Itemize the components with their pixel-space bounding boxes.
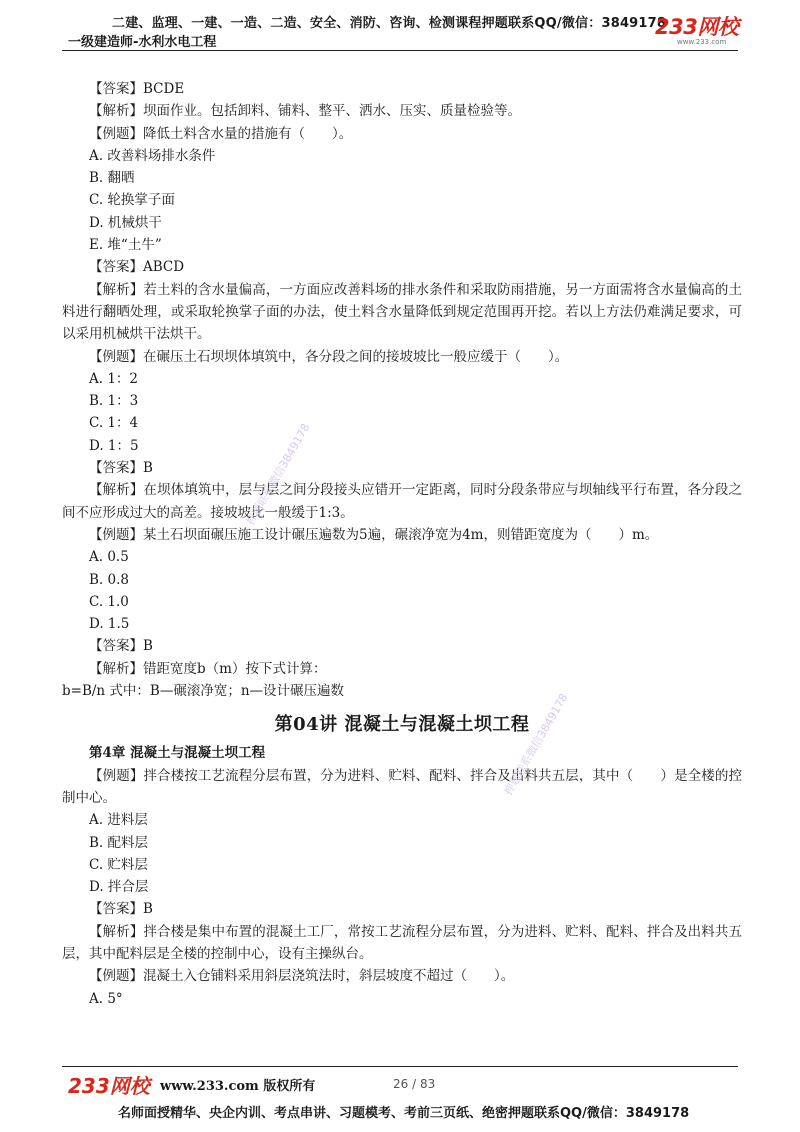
analysis-paragraph: 【解析】在坝体填筑中，层与层之间分段接头应错开一定距离，同时分段条带应与坝轴线平行布置，各分段之间不应形成过大的高差。接坡坡比一般缓于1:3。: [62, 482, 742, 521]
document-body: [62, 78, 742, 1010]
answer-line: 【答案】B: [89, 901, 153, 918]
question-line: 【例题】在碾压土石坝坝体填筑中，各分段之间的接坡坡比一般应缓于（ ）。: [89, 348, 569, 365]
option-line: C. 轮换掌子面: [89, 192, 175, 209]
chapter-title: 第4章 混凝土与混凝土坝工程: [89, 745, 266, 762]
brand-logo: [655, 16, 739, 48]
option-line: B. 1：3: [89, 393, 139, 410]
answer-line: 【答案】B: [89, 638, 153, 655]
header-contact-line: 二建、监理、一建、一造、二造、安全、消防、咨询、检测课程押题联系QQ/微信：3849178: [112, 16, 667, 31]
analysis-paragraph: 【解析】拌合楼是集中布置的混凝土工厂，常按工艺流程分层布置，分为进料、贮料、配料、拌合及出料共五层，其中配料层是全楼的控制中心，设有主操纵台。: [62, 923, 742, 962]
logo-url: www.233.com: [677, 38, 727, 46]
option-line: C. 贮料层: [89, 856, 148, 873]
page-number: 26 / 83: [393, 1077, 436, 1091]
answer-line: 【答案】ABCD: [89, 259, 185, 276]
analysis-line: 【解析】错距宽度b（m）按下式计算：: [89, 660, 327, 677]
option-line: C. 1：4: [89, 415, 139, 432]
option-line: A. 改善料场排水条件: [89, 147, 216, 164]
option-line: B. 配料层: [89, 834, 149, 851]
option-line: A. 5°: [89, 990, 123, 1007]
option-line: D. 机械烘干: [89, 214, 162, 231]
logo-text: 233网校: [655, 15, 739, 39]
footer-divider: [62, 1066, 738, 1067]
question-paragraph: 【例题】拌合楼按工艺流程分层布置，分为进料、贮料、配料、拌合及出料共五层，其中（ ）是全楼的控制中心。: [62, 767, 742, 806]
footer-contact-line: 名师面授精华、央企内训、考点串讲、习题模考、考前三页纸、绝密押题联系QQ/微信：3849178: [118, 1106, 690, 1121]
footer-copyright: www.233.com 版权所有: [160, 1079, 316, 1094]
page-header: [0, 0, 800, 56]
option-line: A. 进料层: [89, 812, 148, 829]
option-line: E. 堆“土牛”: [89, 237, 162, 254]
analysis-paragraph: 【解析】若土料的含水量偏高，一方面应改善料场的排水条件和采取防雨措施，另一方面需将含水量偏高的土料进行翻晒处理，或采取轮换掌子面的办法，使土料含水量降低到规定范围再开挖。若以上方法仍难满足要求，可以采用机械烘干法烘干。: [62, 281, 742, 343]
option-line: B. 翻晒: [89, 170, 135, 187]
answer-line: 【答案】B: [89, 460, 153, 477]
watermark-text: 押题联系微信3849178: [501, 691, 571, 798]
footer-logo: 233网校: [68, 1074, 150, 1098]
answer-line: 【答案】BCDE: [89, 81, 185, 97]
header-divider: [62, 50, 738, 51]
option-line: D. 拌合层: [89, 879, 149, 896]
header-subject: 一级建造师-水利水电工程: [68, 35, 217, 50]
option-line: D. 1.5: [89, 616, 130, 633]
question-line: 【例题】某土石坝面碾压施工设计碾压遍数为5遍，碾滚净宽为4m，则错距宽度为（ ）m。: [89, 526, 659, 543]
option-line: A. 1：2: [89, 370, 139, 387]
option-line: B. 0.8: [89, 571, 129, 588]
option-line: A. 0.5: [89, 549, 129, 566]
option-line: D. 1：5: [89, 437, 139, 454]
formula-line: b=B/n 式中：B—碾滚净宽；n—设计碾压遍数: [62, 683, 345, 700]
question-line: 【例题】混凝土入仓铺料采用斜层浇筑法时，斜层坡度不超过（ ）。: [89, 968, 515, 985]
option-line: C. 1.0: [89, 593, 129, 610]
question-line: 【例题】降低土料含水量的措施有（ ）。: [89, 125, 353, 142]
analysis-line: 【解析】坝面作业。包括卸料、铺料、整平、洒水、压实、质量检验等。: [89, 103, 521, 120]
lecture-title: 第04讲 混凝土与混凝土坝工程: [274, 714, 530, 736]
watermark-text: 押题联系微信3849178: [243, 421, 313, 528]
